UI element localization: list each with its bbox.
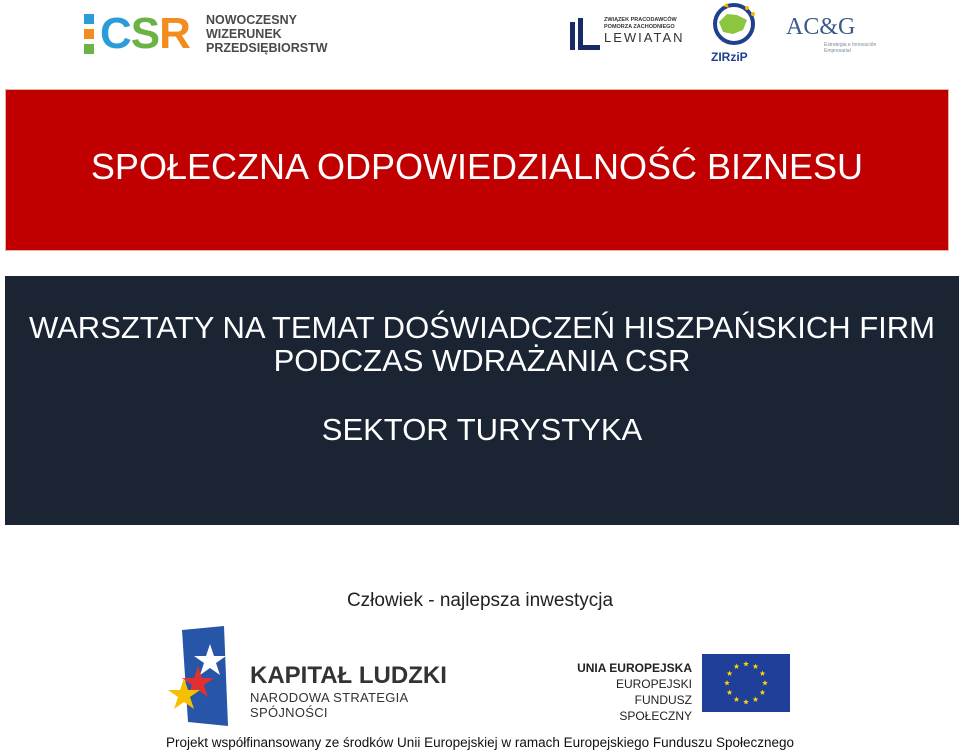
workshop-title-line-2: PODCZAS WDRAŻANIA CSR	[273, 343, 691, 378]
acg-logo	[786, 14, 886, 58]
lewiatan-name: LEWIATAN	[604, 30, 685, 45]
acg-subtitle-line: Estrategia e Innovación	[824, 42, 877, 48]
zirzip-logo	[703, 2, 765, 68]
kapital-ludzki-title: KAPITAŁ LUDZKI	[250, 662, 447, 689]
subtitle-panel	[5, 276, 959, 525]
main-title: SPOŁECZNA ODPOWIEDZIALNOŚĆ BIZNESU	[90, 146, 864, 187]
lewiatan-subtitle-line: POMORZA ZACHODNIEGO	[604, 24, 675, 30]
lewiatan-subtitle	[604, 17, 677, 31]
kapital-ludzki-logo	[168, 626, 468, 726]
lewiatan-mark-icon	[570, 18, 600, 52]
tagline: Człowiek - najlepsza inwestycja	[346, 590, 614, 611]
csr-tagline-line: WIZERUNEK	[206, 27, 282, 41]
eu-flag-icon	[702, 654, 790, 712]
csr-logo-text	[100, 10, 190, 58]
sector-title: SEKTOR TURYSTYKA	[321, 412, 643, 447]
csr-tagline-line: NOWOCZESNY	[206, 13, 297, 27]
eu-text-line: EUROPEJSKI	[615, 677, 692, 691]
acg-subtitle-line: Empresarial	[824, 48, 851, 54]
acg-name: AC&G	[786, 14, 856, 40]
csr-letters: CSR	[100, 9, 190, 58]
cofinancing-note: Projekt współfinansowany ze środków Unii Europejskiej w ramach Europejskiego Funduszu Społecznego	[165, 735, 795, 750]
eu-logo	[570, 654, 792, 723]
csr-tagline	[206, 13, 328, 55]
title-banner	[5, 89, 949, 251]
csr-logo	[84, 10, 334, 62]
eu-text	[570, 660, 692, 724]
acg-subtitle	[824, 42, 876, 54]
csr-tagline-line: PRZEDSIĘBIORSTW	[206, 41, 328, 55]
kapital-ludzki-emblem-icon	[168, 626, 240, 726]
workshop-title-line-1: WARSZTATY NA TEMAT DOŚWIADCZEŃ HISZPAŃSKICH FIRM	[29, 310, 935, 345]
lewiatan-subtitle-line: ZWIĄZEK PRACODAWCÓW	[604, 17, 677, 23]
eu-text-line: FUNDUSZ SPOŁECZNY	[619, 693, 692, 723]
kapital-ludzki-subtitle: NARODOWA STRATEGIA SPÓJNOŚCI	[250, 690, 408, 720]
zirzip-name: ZIRziP	[711, 50, 748, 64]
lewiatan-logo	[570, 16, 685, 54]
zirzip-emblem-icon	[703, 2, 765, 50]
eu-text-line: UNIA EUROPEJSKA	[577, 661, 692, 675]
csr-dots-icon	[84, 14, 96, 59]
